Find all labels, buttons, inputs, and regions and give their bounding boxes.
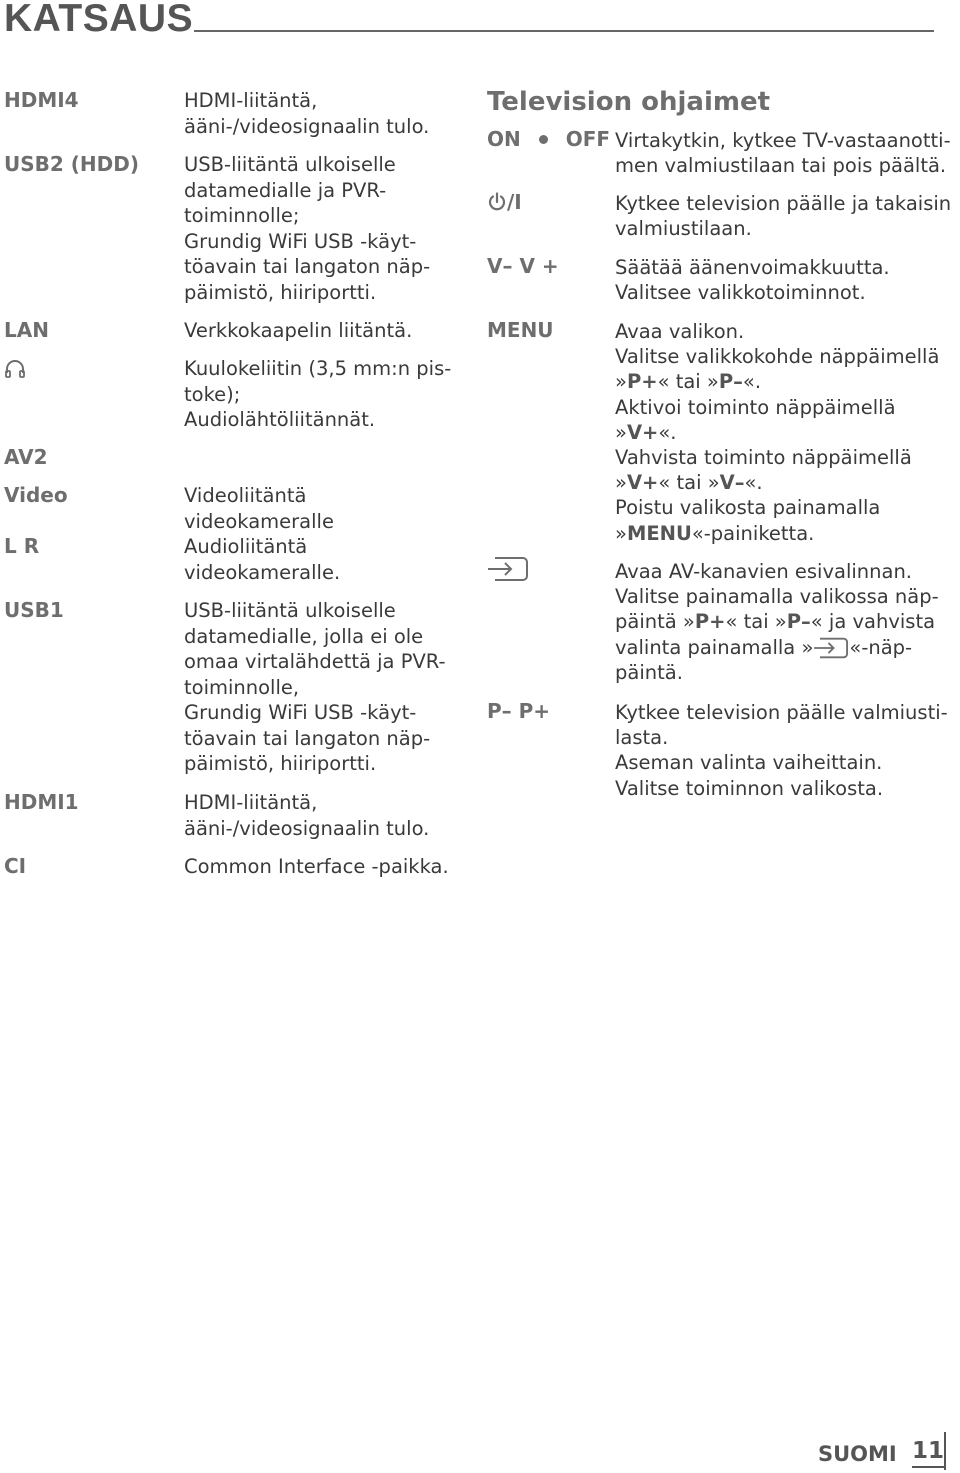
program-label: P– P+ xyxy=(487,699,551,723)
connector-label: L R xyxy=(4,534,40,558)
page-title: KATSAUS xyxy=(4,0,194,40)
headphones-icon xyxy=(4,359,26,379)
connector-label: HDMI1 xyxy=(4,790,79,814)
volume-label: V– V + xyxy=(487,254,559,278)
on-off-description: Virtakytkin, kytkee TV-vastaanotti- men valmiustilaan tai pois päältä. xyxy=(615,129,951,178)
connector-description: Kuulokeliitin (3,5 mm:n pis- toke); Audiolähtöliitännät. xyxy=(184,357,452,431)
connector-label: Video xyxy=(4,483,68,507)
page-header xyxy=(4,0,934,44)
menu-label: MENU xyxy=(487,318,554,342)
menu-description: Avaa valikon. Valitse valikkokohde näppäimellä »P+« tai »P–«. Aktivoi toiminto näppäimellä »V+«. Vahvista toiminto näppäimellä »V+« tai »V–«. Poistu valikosta painamalla »MENU«-painiketta. xyxy=(615,320,940,545)
on-label: ON xyxy=(487,127,521,151)
page-number: 11 xyxy=(912,1436,944,1468)
connector-description: Videoliitäntä videokameralle xyxy=(184,484,334,533)
volume-description: Säätää äänenvoimakkuutta. Valitsee valikkotoiminnot. xyxy=(615,256,890,305)
connector-description: Verkkokaapelin liitäntä. xyxy=(184,319,413,342)
footer-rule xyxy=(944,1432,946,1470)
connector-label: USB2 (HDD) xyxy=(4,152,139,176)
on-off-label xyxy=(487,127,610,152)
input-source-icon xyxy=(487,556,529,582)
footer-language: SUOMI xyxy=(818,1442,897,1466)
connector-label: AV2 xyxy=(4,445,48,469)
off-label: OFF xyxy=(565,127,611,151)
program-description: Kytkee television päälle valmiusti- lasta. Aseman valinta vaiheittain. Valitse toiminnon valikosta. xyxy=(615,701,948,800)
connector-description: HDMI-liitäntä, ääni-/videosignaalin tulo. xyxy=(184,89,430,138)
connector-description: Common Interface -paikka. xyxy=(184,855,449,878)
header-rule xyxy=(194,30,934,32)
connector-label: CI xyxy=(4,854,27,878)
connector-description: HDMI-liitäntä, ääni-/videosignaalin tulo. xyxy=(184,791,430,840)
connector-description: USB-liitäntä ulkoiselle datamedialle ja PVR- toiminnolle; Grundig WiFi USB -käyt- töavain tai langaton näp- päimistö, hiiriportti. xyxy=(184,153,431,304)
power-label: /I xyxy=(487,190,522,215)
connector-label: USB1 xyxy=(4,598,64,622)
bullet-icon xyxy=(539,135,548,144)
source-description: Avaa AV-kanavien esivalinnan. Valitse painamalla valikossa näp- päintä »P+« tai »P–« ja vahvista valinta painamalla » «-näp- päintä. xyxy=(615,560,939,684)
connector-label: HDMI4 xyxy=(4,88,79,112)
power-icon xyxy=(487,192,507,212)
connector-label: LAN xyxy=(4,318,49,342)
controls-section-title: Television ohjaimet xyxy=(487,87,771,117)
connector-description: Audioliitäntä videokameralle. xyxy=(184,535,341,584)
power-description: Kytkee television päälle ja takaisin valmiustilaan. xyxy=(615,192,952,241)
input-source-icon xyxy=(813,637,849,659)
connector-description: USB-liitäntä ulkoiselle datamedialle, jolla ei ole omaa virtalähdettä ja PVR- toiminnolle, Grundig WiFi USB -käyt- töavain tai langaton näp- päimistö, hiiriportti. xyxy=(184,599,446,775)
